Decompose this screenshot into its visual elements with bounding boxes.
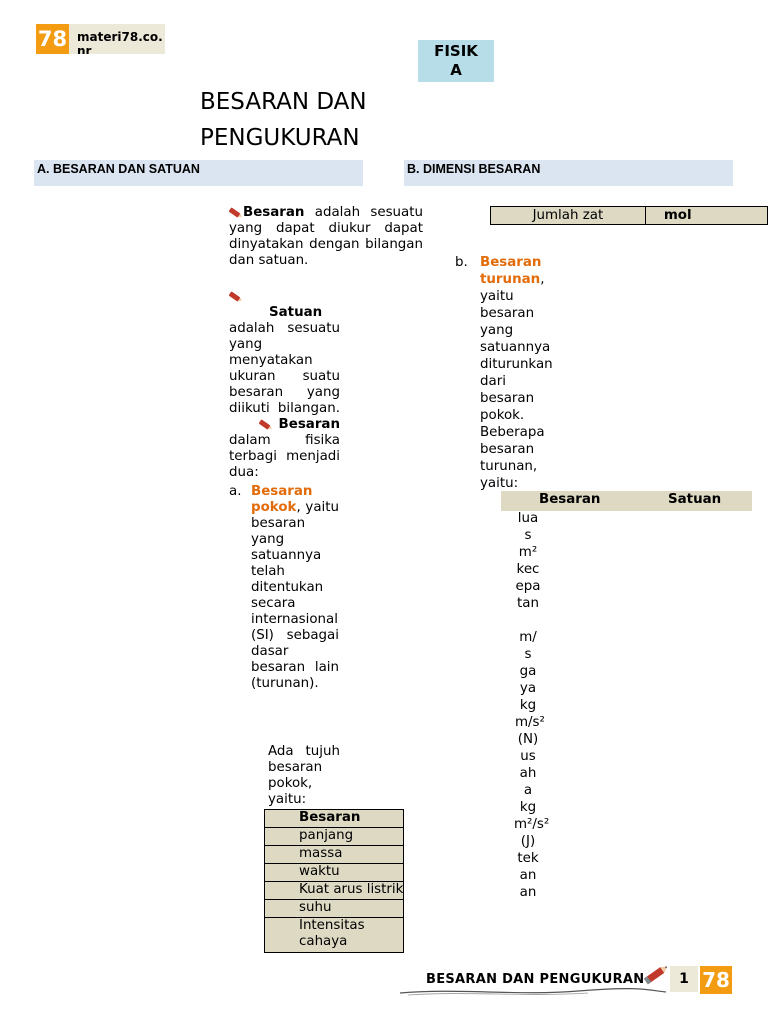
logo-text: 78 xyxy=(37,27,68,51)
footer-logo xyxy=(700,966,732,994)
col-satuan: Satuan xyxy=(668,492,722,507)
page-number-box xyxy=(670,966,698,992)
logo xyxy=(36,24,69,54)
table-cell: Kuat arus listrik xyxy=(265,882,404,900)
pokok-term: Besaran pokok xyxy=(251,484,313,515)
page-number: 1 xyxy=(679,971,689,987)
subject-line1: FISIK xyxy=(434,42,478,60)
besaran-term-2: Besaran xyxy=(278,417,340,432)
subject-line2: A xyxy=(450,61,462,79)
turunan-table-header xyxy=(501,491,752,511)
table-row xyxy=(265,846,404,864)
title-line2: PENGUKURAN xyxy=(200,125,360,151)
turunan-definition xyxy=(480,254,558,492)
pokok-table xyxy=(264,809,404,953)
site-url xyxy=(69,24,165,54)
table-cell: massa xyxy=(265,846,404,864)
footer-logo-text: 78 xyxy=(702,968,730,992)
page-title xyxy=(200,84,367,156)
turunan-entries xyxy=(498,510,558,901)
table-row xyxy=(265,882,404,900)
site-text: materi78.co.nr xyxy=(77,30,163,54)
turunan-marker: b. xyxy=(455,255,468,270)
pencil-icon xyxy=(229,291,241,301)
pencil-icon xyxy=(229,207,241,217)
besaran-term: Besaran xyxy=(243,205,305,220)
table-header: Besaran xyxy=(265,810,404,828)
entry-tekanan: tekanan xyxy=(517,851,539,900)
subject-badge xyxy=(418,40,494,82)
table-cell: Intensitas cahaya xyxy=(265,918,404,953)
satuan-definition xyxy=(229,289,340,481)
entry-usaha: usaha xyxy=(519,749,537,798)
table-row xyxy=(265,864,404,882)
mol-cell: mol xyxy=(645,207,767,225)
satuan-term: Satuan xyxy=(269,305,323,320)
besaran-def-text: adalah sesuatu yang dapat diukur dapat dinyatakan dengan bilangan dan satuan. xyxy=(229,205,423,268)
pencil-icon xyxy=(259,419,271,429)
section-b-heading: B. DIMENSI BESARAN xyxy=(404,160,733,186)
entry-kecepatan-unit: m/s xyxy=(519,630,537,662)
entry-gaya-unit: kg m/s² (N) xyxy=(515,698,545,747)
entry-kecepatan: kecepatan xyxy=(515,562,541,611)
col-besaran: Besaran xyxy=(539,492,601,507)
table-row xyxy=(265,900,404,918)
entry-luas-unit: m² xyxy=(518,545,538,560)
entry-usaha-unit: kg m²/s² (J) xyxy=(514,800,550,849)
title-line1: BESARAN DAN xyxy=(200,89,367,115)
pokok-definition xyxy=(251,484,339,692)
pokok-def-text: , yaitu besaran yang satuannya telah ditentukan secara internasional (SI) sebagai dasar besaran lain (turunan). xyxy=(251,500,339,691)
section-a-heading: A. BESARAN DAN SATUAN xyxy=(34,160,363,186)
jumlah-zat-row xyxy=(490,206,768,225)
table-row xyxy=(265,810,404,828)
table-row xyxy=(265,918,404,953)
besaran-definition xyxy=(229,205,423,269)
spacer xyxy=(498,612,558,629)
seven-quantities-text: Ada tujuh besaran pokok, yaitu: xyxy=(268,744,340,807)
pokok-marker: a. xyxy=(229,484,242,499)
besaran-split-text: dalam fisika terbagi menjadi dua: xyxy=(229,433,340,480)
table-row xyxy=(265,828,404,846)
table-cell: panjang xyxy=(265,828,404,846)
jumlah-zat-cell: Jumlah zat xyxy=(491,207,646,225)
entry-gaya: gaya xyxy=(519,664,537,696)
table-cell: suhu xyxy=(265,900,404,918)
pencil-icon xyxy=(640,962,672,988)
footer-title: BESARAN DAN PENGUKURAN xyxy=(426,972,645,987)
satuan-def-text: adalah sesuatu yang menyatakan ukuran suatu besaran yang diikuti bilangan. xyxy=(229,321,340,416)
entry-luas: luas xyxy=(517,511,539,543)
table-cell: waktu xyxy=(265,864,404,882)
turunan-def-text: , yaitu besaran yang satuannya diturunkan dari besaran pokok. Beberapa besaran turunan, yaitu: xyxy=(480,272,553,491)
turunan-term: Besaran turunan xyxy=(480,255,542,287)
